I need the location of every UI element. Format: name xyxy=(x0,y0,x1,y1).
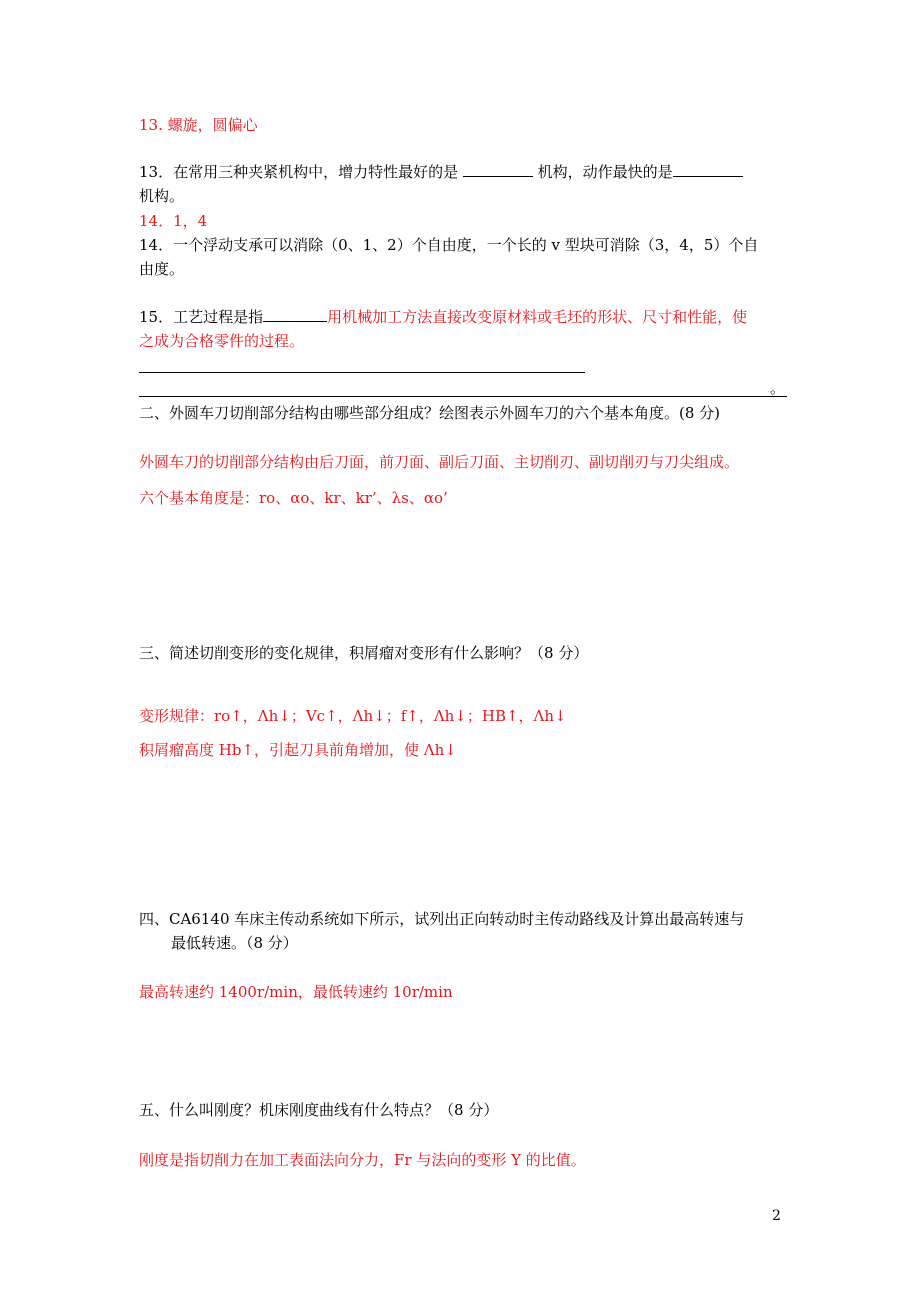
answer-15-part1: 用机械加工方法直接改变原材料或毛坯的形状、尺寸和性能，使 xyxy=(327,308,748,326)
section-4-question-line1: 四、CA6140 车床主传动系统如下所示，试列出正向转动时主传动路线及计算出最高转速与 xyxy=(139,910,745,928)
section-3-answer-2: 积屑瘤高度 Hb↑，引起刀具前角增加，使 Λh↓ xyxy=(139,741,457,759)
blank-13-a xyxy=(463,162,533,177)
section-3-answer-1: 变形规律：ro↑，Λh↓；Vc↑，Λh↓；f↑，Λh↓；HB↑，Λh↓ xyxy=(139,707,567,725)
page-number: 2 xyxy=(772,1208,781,1224)
blank-15 xyxy=(263,307,327,322)
section-2-answer-1: 外圆车刀的切削部分结构由后刀面，前刀面、副后刀面、主切削刃、副切削刃与刀尖组成。 xyxy=(139,453,740,471)
question-15-line1 xyxy=(139,307,747,327)
question-14-line2: 由度。 xyxy=(139,260,185,278)
answer-14: 14．1，4 xyxy=(139,212,208,230)
section-4-question-line2: 最低转速。（8 分） xyxy=(171,934,298,952)
question-15-prefix: 15．工艺过程是指 xyxy=(139,308,264,326)
question-15-end-mark: 。 xyxy=(770,379,786,397)
blank-13-b xyxy=(673,162,743,177)
section-3-question: 三、简述切削变形的变化规律，积屑瘤对变形有什么影响？（8 分） xyxy=(139,644,589,662)
question-13-text-b: 机构，动作最快的是 xyxy=(532,163,673,181)
question-13-line1 xyxy=(139,162,743,182)
question-13-text-a: 13．在常用三种夹紧机构中，增力特性最好的是 xyxy=(139,163,463,181)
answer-15-part2: 之成为合格零件的过程。 xyxy=(139,332,305,350)
section-2-question: 二、外圆车刀切削部分结构由哪些部分组成？绘图表示外圆车刀的六个基本角度。(8 分) xyxy=(139,404,721,422)
section-4-answer: 最高转速约 1400r/min，最低转速约 10r/min xyxy=(139,983,453,1001)
section-2-answer-2: 六个基本角度是：ro、αo、kr、kr’、λs、αo’ xyxy=(139,489,448,507)
question-14-line1: 14．一个浮动支承可以消除（0、1、2）个自由度，一个长的 v 型块可消除（3，4，5）个自 xyxy=(139,236,759,254)
answer-underline-1 xyxy=(139,372,585,373)
question-13-line2: 机构。 xyxy=(139,187,185,205)
answer-13: 13. 螺旋，圆偏心 xyxy=(139,116,258,134)
answer-underline-2 xyxy=(139,396,787,397)
section-5-question: 五、什么叫刚度？机床刚度曲线有什么特点？（8 分） xyxy=(139,1101,499,1119)
section-5-answer: 刚度是指切削力在加工表面法向分力，Fr 与法向的变形 Y 的比值。 xyxy=(139,1151,586,1169)
